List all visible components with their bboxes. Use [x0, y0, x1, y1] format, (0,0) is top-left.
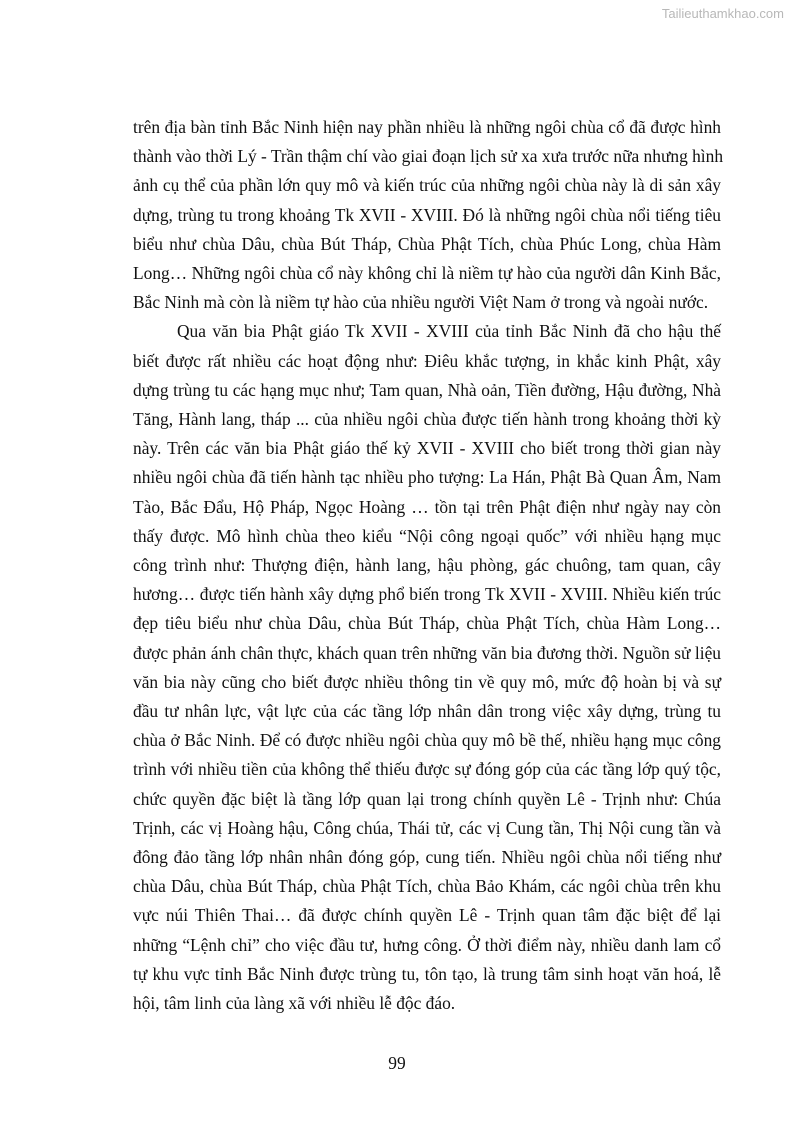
text-line: thấy được. Mô hình chùa theo kiểu “Nội công ngoại quốc” với nhiều hạng mục [133, 525, 721, 546]
paragraph-container [133, 113, 724, 1018]
text-line: Tào, Bắc Đẩu, Hộ Pháp, Ngọc Hoàng … tồn tại trên Phật điện như ngày nay còn [133, 496, 721, 517]
text-line: chùa Dâu, chùa Bút Tháp, chùa Phật Tích, chùa Bảo Khám, các ngôi chùa trên khu [133, 876, 721, 897]
text-line: công trình như: Thượng điện, hành lang, hậu phòng, gác chuông, tam quan, cây [133, 555, 721, 576]
text-line: hội, tâm linh của làng xã với nhiều lễ độc đáo. [133, 993, 456, 1014]
text-line: biết được rất nhiều các hoạt động như: Điêu khắc tượng, in khắc kinh Phật, xây [133, 350, 721, 371]
text-line: thành vào thời Lý - Trần thậm chí vào giai đoạn lịch sử xa xưa trước nữa nhưng hình [133, 146, 724, 167]
paragraph [133, 113, 724, 317]
text-line: chùa ở Bắc Ninh. Để có được nhiều ngôi chùa quy mô bề thế, nhiều hạng mục công [133, 730, 721, 751]
text-line: biểu như chùa Dâu, chùa Bút Tháp, Chùa Phật Tích, chùa Phúc Long, chùa Hàm [133, 233, 721, 254]
text-line: trên địa bàn tỉnh Bắc Ninh hiện nay phần nhiều là những ngôi chùa cổ đã được hình [133, 117, 721, 137]
text-line: này. Trên các văn bia Phật giáo thế kỷ XVII - XVIII cho biết trong thời gian này [133, 438, 721, 459]
text-line: Qua văn bia Phật giáo Tk XVII - XVIII của tỉnh Bắc Ninh đã cho hậu thế [177, 321, 721, 342]
text-line: đầu tư nhân lực, vật lực của các tầng lớp nhân dân trong việc xây dựng, trùng tu [133, 701, 721, 722]
text-line: hương… được tiến hành xây dựng phổ biến trong Tk XVII - XVIII. Nhiều kiến trúc [133, 584, 721, 605]
watermark-text: Tailieuthamkhao.com [661, 6, 784, 21]
text-line: đông đảo tầng lớp nhân nhân đóng góp, cung tiến. Nhiều ngôi chùa nổi tiếng như [133, 847, 721, 868]
text-line: dựng, trùng tu trong khoảng Tk XVII - XVIII. Đó là những ngôi chùa nổi tiếng tiêu [133, 204, 721, 225]
text-line: Bắc Ninh mà còn là niềm tự hào của nhiều người Việt Nam ở trong và ngoài nước. [133, 292, 709, 313]
text-line: chức quyền đặc biệt là tầng lớp quan lại trong chính quyền Lê - Trịnh như: Chúa [133, 788, 721, 809]
text-line: dựng trùng tu các hạng mục như; Tam quan, Nhà oản, Tiền đường, Hậu đường, Nhà [133, 379, 721, 400]
text-line: tự khu vực tỉnh Bắc Ninh được trùng tu, tôn tạo, là trung tâm sinh hoạt văn hoá, lễ [133, 963, 721, 984]
text-line: văn bia này cũng cho biết được nhiều thông tin về quy mô, mức độ hoàn bị và sự [133, 671, 721, 692]
text-line: vực núi Thiên Thai… đã được chính quyền Lê - Trịnh quan tâm đặc biệt để lại [133, 905, 721, 926]
document-body [133, 113, 724, 1018]
page-number: 99 [388, 1053, 406, 1073]
text-line: trình với nhiều tiền của không thể thiếu được sự đóng góp của các tầng lớp quý tộc, [133, 759, 721, 780]
paragraph [133, 317, 721, 1018]
text-line: được phản ánh chân thực, khách quan trên những văn bia đương thời. Nguồn sử liệu [133, 642, 721, 663]
text-line: Tăng, Hành lang, tháp ... của nhiều ngôi chùa được tiến hành trong khoảng thời kỳ [133, 409, 721, 430]
text-line: ảnh cụ thể của phần lớn quy mô và kiến trúc của những ngôi chùa này là di sản xây [133, 175, 721, 196]
text-line: đẹp tiêu biểu như chùa Dâu, chùa Bút Tháp, chùa Phật Tích, chùa Hàm Long… [133, 613, 721, 634]
text-line: nhiều ngôi chùa đã tiến hành tạc nhiều pho tượng: La Hán, Phật Bà Quan Âm, Nam [133, 467, 721, 488]
text-line: những “Lệnh chỉ” cho việc đầu tư, hưng công. Ở thời điểm này, nhiều danh lam cổ [133, 934, 721, 955]
text-line: Trịnh, các vị Hoàng hậu, Công chúa, Thái tử, các vị Cung tần, Thị Nội cung tần và [133, 817, 721, 838]
text-line: Long… Những ngôi chùa cổ này không chỉ là niềm tự hào của người dân Kinh Bắc, [133, 263, 721, 284]
